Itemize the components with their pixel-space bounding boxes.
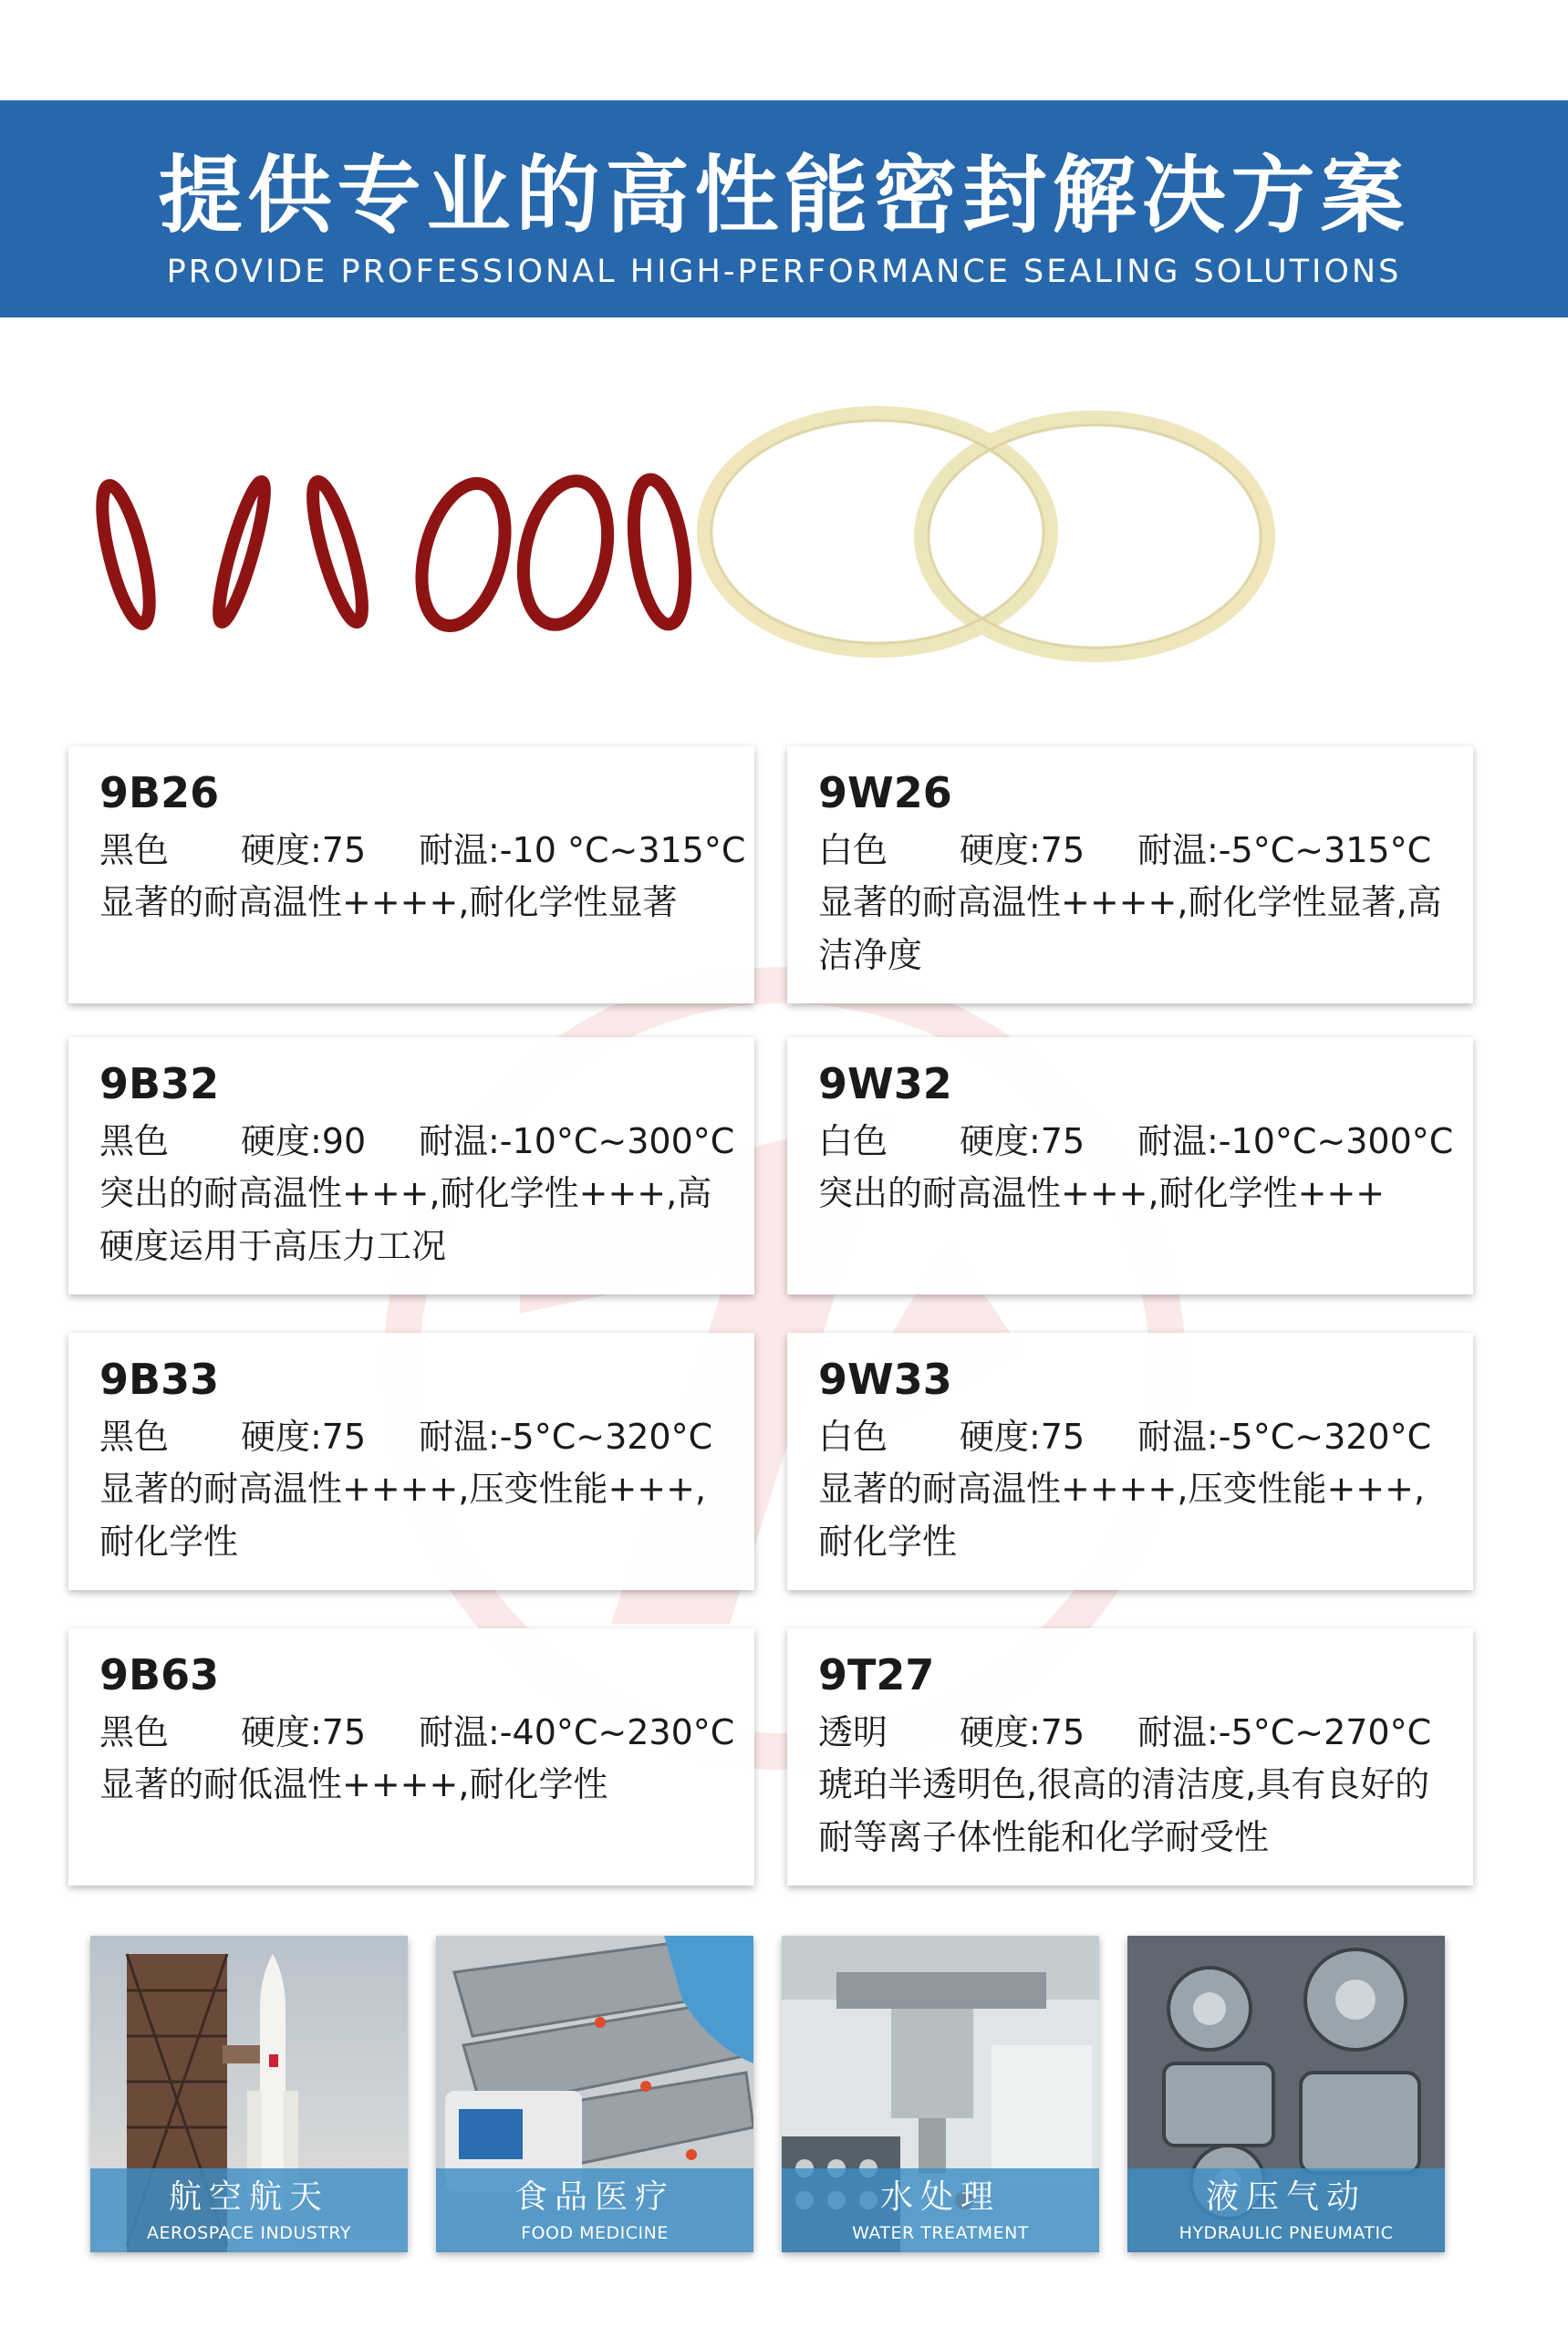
product-code: 9B33	[99, 1355, 220, 1404]
product-temperature: 耐温:-5°C~270°C	[1137, 1712, 1432, 1752]
product-description: 显著的耐高温性++++,压变性能+++,耐化学性	[99, 1469, 707, 1562]
industry-name-en: AEROSPACE INDUSTRY	[146, 2223, 352, 2243]
industry-name: 食品医疗	[514, 2178, 675, 2216]
red-ring-1	[93, 482, 160, 628]
product-color: 黑色	[99, 1712, 170, 1752]
product-description: 显著的耐低温性++++,耐化学性	[99, 1764, 608, 1804]
page-title: 提供专业的高性能密封解决方案	[158, 147, 1410, 244]
product-hardness: 硬度:75	[960, 1417, 1085, 1457]
product-card-9b26	[68, 746, 754, 1003]
product-description: 突出的耐高温性+++,耐化学性+++,高硬度运用于高压力工况	[99, 1173, 712, 1266]
product-hardness: 硬度:75	[960, 830, 1085, 870]
product-color: 黑色	[99, 1417, 170, 1457]
product-temperature: 耐温:-5°C~315°C	[1137, 830, 1432, 870]
product-description: 显著的耐高温性++++,耐化学性显著	[99, 882, 678, 922]
industry-name-en: FOOD MEDICINE	[521, 2223, 669, 2243]
product-hardness: 硬度:75	[241, 1417, 367, 1457]
product-specs	[818, 1411, 1442, 1462]
industry-tile-hydraulic-pneumatic	[1127, 1936, 1445, 2252]
product-hardness: 硬度:90	[241, 1121, 367, 1161]
product-temperature: 耐温:-5°C~320°C	[419, 1417, 713, 1457]
product-description: 突出的耐高温性+++,耐化学性+++	[818, 1173, 1386, 1213]
industry-tile-water-treatment	[782, 1936, 1099, 2252]
product-specs	[99, 1116, 735, 1167]
industry-name-en: HYDRAULIC PNEUMATIC	[1179, 2223, 1394, 2243]
industry-name: 航空航天	[168, 2178, 329, 2216]
product-specs	[818, 825, 1442, 876]
product-card-9w33	[787, 1333, 1473, 1590]
product-hardness: 硬度:75	[960, 1121, 1085, 1161]
product-card-9w26	[787, 746, 1473, 1003]
product-code: 9W32	[818, 1059, 952, 1108]
product-specs	[818, 1707, 1442, 1758]
product-hardness: 硬度:75	[241, 830, 367, 870]
product-specs	[99, 1707, 735, 1758]
product-specs	[99, 825, 746, 876]
product-code: 9W33	[818, 1355, 952, 1404]
product-temperature: 耐温:-10 °C~315°C	[419, 830, 746, 870]
product-hardness: 硬度:75	[960, 1712, 1085, 1752]
header-banner	[0, 100, 1568, 317]
red-ring-6	[626, 476, 693, 628]
product-description: 琥珀半透明色,很高的清洁度,具有良好的耐等离子体性能和化学耐受性	[818, 1764, 1430, 1857]
product-color: 白色	[818, 1121, 888, 1161]
product-description: 显著的耐高温性++++,耐化学性显著,高洁净度	[818, 882, 1442, 975]
o-ring-product-photo	[82, 392, 1487, 684]
product-description: 显著的耐高温性++++,压变性能+++,耐化学性	[818, 1469, 1426, 1562]
product-color: 透明	[818, 1712, 888, 1752]
page-subtitle: PROVIDE PROFESSIONAL HIGH-PERFORMANCE SEALING SOLUTIONS	[166, 254, 1402, 290]
product-specs	[99, 1411, 723, 1462]
product-card-9b33	[68, 1333, 754, 1590]
product-card-9t27	[787, 1628, 1473, 1886]
product-specs	[818, 1116, 1454, 1167]
product-code: 9T27	[818, 1650, 935, 1699]
product-color: 黑色	[99, 830, 170, 870]
product-code: 9B63	[99, 1650, 220, 1699]
product-color: 黑色	[99, 1121, 170, 1161]
amber-ring-1	[704, 413, 1051, 650]
industry-tile-food-medicine	[436, 1936, 753, 2252]
product-card-9b63	[68, 1628, 754, 1886]
product-code: 9B26	[99, 768, 220, 817]
product-code: 9W26	[818, 768, 952, 817]
product-temperature: 耐温:-10°C~300°C	[419, 1121, 735, 1161]
product-card-9w32	[787, 1037, 1473, 1294]
industry-caption	[436, 2168, 753, 2252]
red-ring-2	[211, 479, 272, 625]
industry-tile-aerospace	[90, 1936, 408, 2252]
industry-caption	[90, 2168, 408, 2252]
industry-name-en: WATER TREATMENT	[852, 2223, 1029, 2243]
red-ring-3	[304, 478, 372, 627]
product-card-9b32	[68, 1037, 754, 1294]
product-temperature: 耐温:-40°C~230°C	[419, 1712, 735, 1752]
product-temperature: 耐温:-5°C~320°C	[1137, 1417, 1432, 1457]
amber-ring-2	[921, 418, 1268, 655]
industry-name: 液压气动	[1205, 2178, 1366, 2216]
product-color: 白色	[818, 830, 888, 870]
product-code: 9B32	[99, 1059, 220, 1108]
industry-name: 水处理	[879, 2178, 1001, 2216]
red-ring-4	[408, 474, 520, 635]
product-hardness: 硬度:75	[241, 1712, 367, 1752]
product-color: 白色	[818, 1417, 888, 1457]
red-ring-5	[511, 473, 619, 633]
industry-caption	[1127, 2168, 1445, 2252]
industry-caption	[782, 2168, 1099, 2252]
product-temperature: 耐温:-10°C~300°C	[1137, 1121, 1454, 1161]
